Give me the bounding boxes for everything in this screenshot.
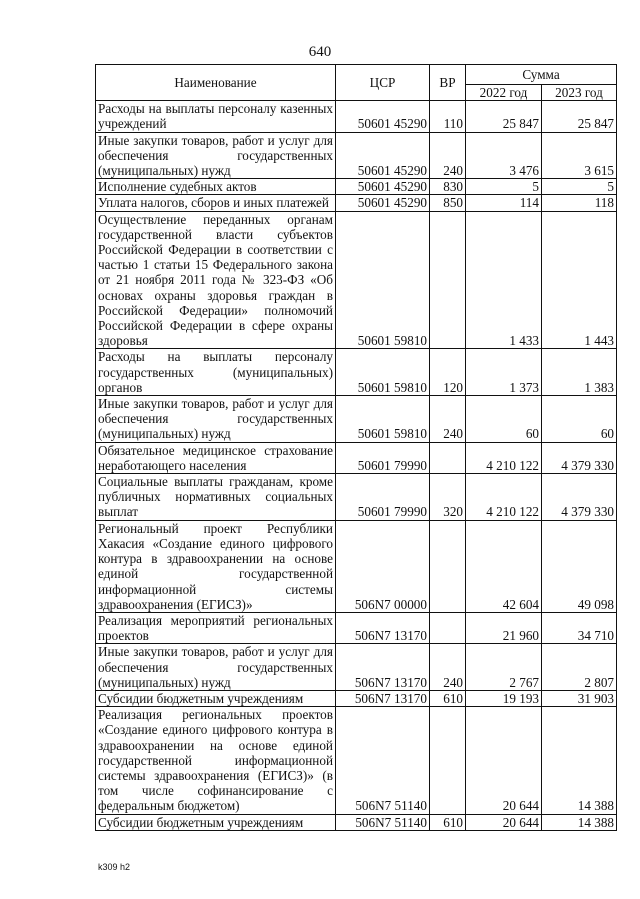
row-csr: 506N7 13170 [336,644,430,691]
table-row [96,195,617,211]
row-amount-2023: 3 615 [542,132,617,179]
row-name: Реализация мероприятий региональных проектов [96,612,336,643]
row-csr: 50601 79990 [336,442,430,473]
row-csr: 50601 59810 [336,211,430,349]
row-vr: 240 [430,396,466,443]
table-row [96,612,617,643]
row-name: Обязательное медицинское страхование неработающего населения [96,442,336,473]
row-csr: 50601 59810 [336,349,430,396]
row-csr: 506N7 00000 [336,520,430,612]
row-name: Расходы на выплаты персоналу государственных (муниципальных) органов [96,349,336,396]
row-csr: 50601 45290 [336,179,430,195]
row-name: Исполнение судебных актов [96,179,336,195]
table-row [96,442,617,473]
table-row [96,101,617,132]
row-csr: 50601 45290 [336,132,430,179]
table-row [96,644,617,691]
row-name: Осуществление переданных органам государственной власти субъектов Российской Федерации в соответствии с частью 1 статьи 15 Федерального закона от 21 ноября 2011 года № 323-ФЗ «Об основах охраны здоровья граждан в Российской Федерации» полномочий Российской Федерации в сфере охраны здоровья [96,211,336,349]
row-csr: 506N7 51140 [336,814,430,830]
row-amount-2023: 5 [542,179,617,195]
row-amount-2023: 25 847 [542,101,617,132]
row-amount-2022: 4 210 122 [466,442,542,473]
row-vr [430,442,466,473]
row-csr: 50601 45290 [336,101,430,132]
row-amount-2022: 1 373 [466,349,542,396]
row-vr: 610 [430,690,466,706]
row-name: Иные закупки товаров, работ и услуг для обеспечения государственных (муниципальных) нужд [96,132,336,179]
footer-code: k309 h2 [98,862,131,872]
row-vr: 110 [430,101,466,132]
row-vr: 830 [430,179,466,195]
row-amount-2022: 60 [466,396,542,443]
row-amount-2023: 118 [542,195,617,211]
row-vr [430,707,466,814]
row-vr: 240 [430,644,466,691]
header-sum: Сумма [466,65,617,85]
row-amount-2023: 4 379 330 [542,474,617,521]
row-amount-2023: 49 098 [542,520,617,612]
row-name: Социальные выплаты гражданам, кроме публичных нормативных социальных выплат [96,474,336,521]
row-amount-2023: 31 903 [542,690,617,706]
table-row [96,707,617,814]
row-vr [430,612,466,643]
row-name: Субсидии бюджетным учреждениям [96,690,336,706]
row-name: Субсидии бюджетным учреждениям [96,814,336,830]
table-row [96,179,617,195]
page-number: 640 [308,44,332,60]
row-name: Уплата налогов, сборов и иных платежей [96,195,336,211]
row-amount-2022: 19 193 [466,690,542,706]
budget-table [95,64,617,831]
row-name: Расходы на выплаты персоналу казенных учреждений [96,101,336,132]
row-vr: 120 [430,349,466,396]
row-vr: 610 [430,814,466,830]
row-amount-2022: 5 [466,179,542,195]
row-amount-2023: 60 [542,396,617,443]
row-amount-2022: 20 644 [466,707,542,814]
row-amount-2023: 14 388 [542,814,617,830]
row-amount-2023: 34 710 [542,612,617,643]
row-csr: 506N7 13170 [336,690,430,706]
row-vr: 320 [430,474,466,521]
row-amount-2022: 20 644 [466,814,542,830]
row-amount-2022: 1 433 [466,211,542,349]
row-name: Иные закупки товаров, работ и услуг для обеспечения государственных (муниципальных) нужд [96,644,336,691]
table-row [96,690,617,706]
row-csr: 50601 79990 [336,474,430,521]
row-vr [430,211,466,349]
header-name: Наименование [96,65,336,101]
row-amount-2022: 4 210 122 [466,474,542,521]
row-amount-2022: 114 [466,195,542,211]
row-vr: 240 [430,132,466,179]
row-vr [430,520,466,612]
row-amount-2023: 1 443 [542,211,617,349]
row-amount-2022: 42 604 [466,520,542,612]
row-amount-2023: 14 388 [542,707,617,814]
row-csr: 506N7 13170 [336,612,430,643]
row-amount-2022: 21 960 [466,612,542,643]
row-name: Реализация региональных проектов «Создание единого цифрового контура в здравоохранении на основе единой государственной информационной системы здравоохранения (ЕГИСЗ)» (в том числе софинансирование с федеральным бюджетом) [96,707,336,814]
row-amount-2023: 4 379 330 [542,442,617,473]
row-amount-2022: 2 767 [466,644,542,691]
table-row [96,211,617,349]
row-vr: 850 [430,195,466,211]
row-amount-2022: 25 847 [466,101,542,132]
table-row [96,132,617,179]
table-row [96,474,617,521]
header-year-2022: 2022 год [466,85,542,101]
row-name: Региональный проект Республики Хакасия «Создание единого цифрового контура в здравоохранении на основе единой государственной информационной системы здравоохранения (ЕГИСЗ)» [96,520,336,612]
table-row [96,396,617,443]
table-row [96,349,617,396]
header-vr: ВР [430,65,466,101]
table-row [96,520,617,612]
row-csr: 50601 59810 [336,396,430,443]
row-amount-2023: 1 383 [542,349,617,396]
row-amount-2023: 2 807 [542,644,617,691]
row-amount-2022: 3 476 [466,132,542,179]
row-csr: 50601 45290 [336,195,430,211]
header-csr: ЦСР [336,65,430,101]
row-csr: 506N7 51140 [336,707,430,814]
table-row [96,814,617,830]
header-year-2023: 2023 год [542,85,617,101]
row-name: Иные закупки товаров, работ и услуг для обеспечения государственных (муниципальных) нужд [96,396,336,443]
